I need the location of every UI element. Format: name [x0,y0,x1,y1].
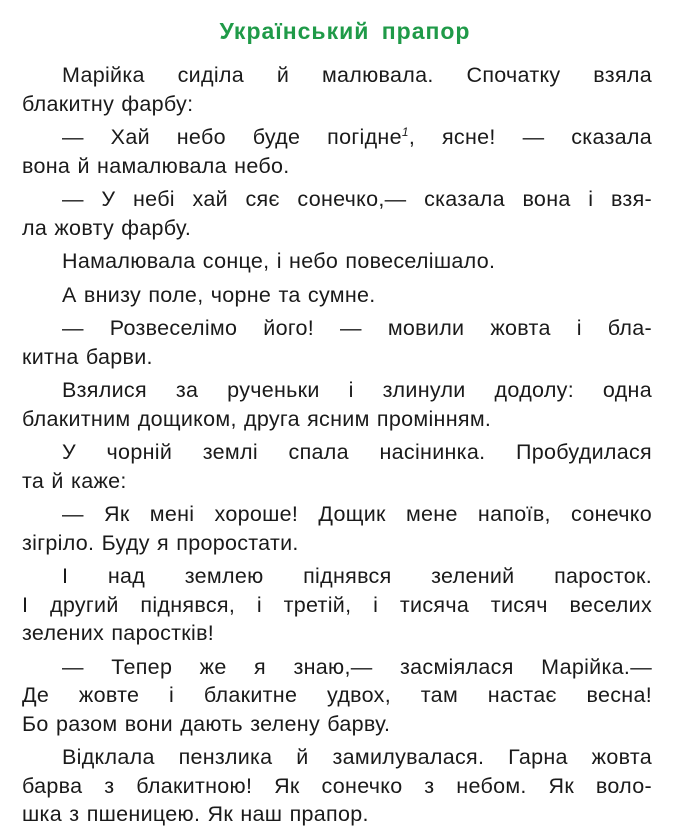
page [22,12,652,834]
text-line: — Тепер же я знаю,— засміялася Марійка.— [62,654,652,679]
text-line: І другий піднявся, і третій, і тисяча тисяч веселих [22,592,652,617]
text-line: барва з блакитною! Як сонечко з небом. Як воло- [22,773,652,798]
text-line: У чорній землі спала насінинка. Пробудилася [62,440,652,464]
page-title: Український прапор [219,18,471,44]
text-line: блакитну фарбу: [22,91,194,116]
text-line: Бо разом вони дають зелену барву. [22,711,391,736]
text-line: — Розвеселімо його! — мовили жовта і бла- [62,316,652,340]
paragraph [22,376,652,433]
paragraph [22,562,652,648]
paragraph [22,500,652,557]
text-line: Марійка сиділа й малювала. Спочатку взяла [62,63,652,87]
text-line: Взялися за рученьки і злинули додолу: одна [62,378,652,402]
text-line: — У небі хай сяє сонечко,— сказала вона і взя- [62,187,652,211]
paragraph [22,653,652,739]
paragraph [22,743,652,829]
paragraph [22,438,652,495]
text-line: та й каже: [22,468,127,493]
text-line: блакитним дощиком, друга ясним промінням. [22,406,492,431]
paragraph [22,61,652,118]
text-line: зігріло. Буду я проростати. [22,530,299,555]
text-fragment: — Хай небо буде погідне [62,125,402,149]
paragraph [22,314,652,371]
text-line: Де жовте і блакитне удвох, там настає весна! [22,683,652,707]
text-fragment: , ясне! — сказала [408,125,653,149]
text-line: вона й намалювала небо. [22,153,290,178]
paragraph [22,123,652,180]
text-line: — Як мені хороше! Дощик мене напоїв, сонечко [62,502,652,526]
paragraph [22,247,652,276]
text-line [22,123,652,152]
text-line: ла жовту фарбу. [22,215,192,240]
footnote-mark: 1 [401,125,409,139]
text-line: Відклала пензлика й замилувалася. Гарна жовта [62,745,652,769]
text-line: китна барви. [22,344,153,369]
paragraph [22,185,652,242]
text-line: І над землею піднявся зелений паросток. [62,564,652,588]
text-line: шка з пшеницею. Як наш прапор. [22,802,369,826]
paragraph [22,281,652,310]
story-text [22,61,652,829]
text-line: Намалювала сонце, і небо повеселішало. [62,249,496,273]
text-line: зелених паростків! [22,621,215,645]
text-line: А внизу поле, чорне та сумне. [62,282,376,307]
